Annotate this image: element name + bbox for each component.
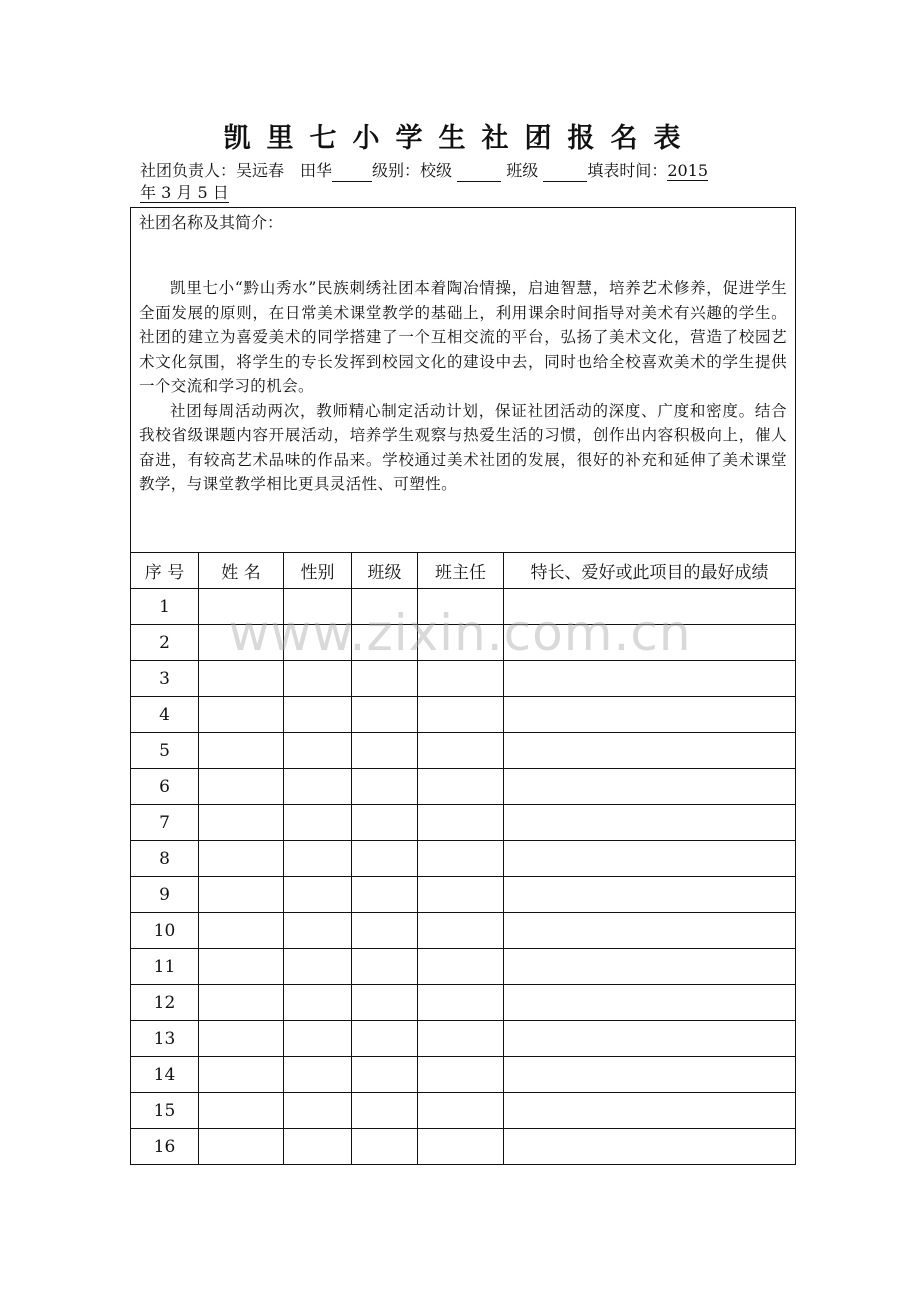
gender-cell[interactable]	[284, 949, 352, 985]
intro-paragraph-2: 社团每周活动两次，教师精心制定活动计划，保证社团活动的深度、广度和密度。结合我校省级课题内容开展活动，培养学生观察与热爱生活的习惯，创作出内容积极向上，催人奋进，有较高艺术品味的作品来。学校通过美术社团的发展，很好的补充和延伸了美术课堂教学，与课堂教学相比更具灵活性、可塑性。	[139, 401, 788, 493]
specialty-cell[interactable]	[504, 1129, 796, 1165]
specialty-cell[interactable]	[504, 625, 796, 661]
class-label: 班级	[506, 161, 539, 180]
specialty-cell[interactable]	[504, 1057, 796, 1093]
specialty-cell[interactable]	[504, 913, 796, 949]
specialty-cell[interactable]	[504, 661, 796, 697]
form-meta	[140, 160, 795, 204]
table-row	[131, 625, 796, 661]
gender-cell[interactable]	[284, 1129, 352, 1165]
teacher-cell[interactable]	[418, 697, 504, 733]
table-header-row	[131, 553, 796, 589]
date-rest: 年 3 月 5 日	[140, 183, 229, 202]
row-number: 6	[131, 769, 199, 805]
table-row	[131, 913, 796, 949]
watermark: www.zixin.com.cn	[228, 604, 692, 662]
name-cell[interactable]	[199, 913, 284, 949]
gender-cell[interactable]	[284, 877, 352, 913]
specialty-cell[interactable]	[504, 1021, 796, 1057]
row-number: 10	[131, 913, 199, 949]
teacher-cell[interactable]	[418, 841, 504, 877]
teacher-cell[interactable]	[418, 877, 504, 913]
class-cell[interactable]	[352, 625, 418, 661]
gender-cell[interactable]	[284, 625, 352, 661]
teacher-cell[interactable]	[418, 949, 504, 985]
gender-cell[interactable]	[284, 805, 352, 841]
gender-cell[interactable]	[284, 1021, 352, 1057]
class-cell[interactable]	[352, 733, 418, 769]
level-blank[interactable]	[457, 164, 501, 182]
row-number: 16	[131, 1129, 199, 1165]
name-cell[interactable]	[199, 985, 284, 1021]
gender-cell[interactable]	[284, 1093, 352, 1129]
teacher-cell[interactable]	[418, 1057, 504, 1093]
table-row	[131, 1021, 796, 1057]
specialty-cell[interactable]	[504, 985, 796, 1021]
name-cell[interactable]	[199, 1021, 284, 1057]
gender-cell[interactable]	[284, 697, 352, 733]
intro-paragraph-1: 凯里七小“黔山秀水”民族刺绣社团本着陶冶情操，启迪智慧，培养艺术修养，促进学生全面发展的原则，在日常美术课堂教学的基础上，利用课余时间指导对美术有兴趣的学生。社团的建立为喜爱美术的同学搭建了一个互相交流的平台，弘扬了美术文化，营造了校园艺术文化氛围，将学生的专长发挥到校园文化的建设中去，同时也给全校喜欢美术的学生提供一个交流和学习的机会。	[139, 279, 788, 395]
table-row	[131, 985, 796, 1021]
teacher-cell[interactable]	[418, 661, 504, 697]
specialty-cell[interactable]	[504, 877, 796, 913]
class-cell[interactable]	[352, 985, 418, 1021]
row-number: 8	[131, 841, 199, 877]
table-row	[131, 697, 796, 733]
level-value: 校级	[420, 161, 453, 180]
name-cell[interactable]	[199, 1057, 284, 1093]
specialty-cell[interactable]	[504, 949, 796, 985]
col-header-number: 序 号	[131, 553, 199, 589]
col-header-specialty: 特长、爱好或此项目的最好成绩	[504, 553, 796, 589]
teacher-cell[interactable]	[418, 1021, 504, 1057]
table-row	[131, 1093, 796, 1129]
gender-cell[interactable]	[284, 769, 352, 805]
gender-cell[interactable]	[284, 1057, 352, 1093]
col-header-gender: 性别	[284, 553, 352, 589]
name-cell[interactable]	[199, 733, 284, 769]
name-cell[interactable]	[199, 589, 284, 625]
teacher-cell[interactable]	[418, 733, 504, 769]
class-blank[interactable]	[543, 164, 587, 182]
name-cell[interactable]	[199, 805, 284, 841]
signup-table	[130, 207, 796, 1165]
teacher-cell[interactable]	[418, 1093, 504, 1129]
teacher-cell[interactable]	[418, 769, 504, 805]
intro-label: 社团名称及其简介：	[139, 213, 284, 232]
row-number: 7	[131, 805, 199, 841]
col-header-teacher: 班主任	[418, 553, 504, 589]
teacher-cell[interactable]	[418, 913, 504, 949]
row-number: 2	[131, 625, 199, 661]
specialty-cell[interactable]	[504, 733, 796, 769]
table-row	[131, 733, 796, 769]
teacher-cell[interactable]	[418, 1129, 504, 1165]
class-cell[interactable]	[352, 877, 418, 913]
gender-cell[interactable]	[284, 661, 352, 697]
class-cell[interactable]	[352, 1057, 418, 1093]
leader-names: 吴远春 田华	[236, 161, 333, 180]
table-row	[131, 949, 796, 985]
leader-blank[interactable]	[332, 164, 372, 182]
gender-cell[interactable]	[284, 733, 352, 769]
row-number: 4	[131, 697, 199, 733]
date-label: 填表时间：	[587, 161, 668, 180]
table-row	[131, 805, 796, 841]
class-cell[interactable]	[352, 697, 418, 733]
table-row	[131, 1057, 796, 1093]
gender-cell[interactable]	[284, 985, 352, 1021]
name-cell[interactable]	[199, 841, 284, 877]
row-number: 3	[131, 661, 199, 697]
row-number: 5	[131, 733, 199, 769]
class-cell[interactable]	[352, 589, 418, 625]
class-cell[interactable]	[352, 1093, 418, 1129]
page-title: 凯里七小学生社团报名表	[223, 123, 697, 154]
specialty-cell[interactable]	[504, 589, 796, 625]
level-label: 级别：	[372, 161, 421, 180]
class-cell[interactable]	[352, 1129, 418, 1165]
name-cell[interactable]	[199, 769, 284, 805]
gender-cell[interactable]	[284, 913, 352, 949]
intro-cell	[131, 208, 796, 553]
class-cell[interactable]	[352, 913, 418, 949]
specialty-cell[interactable]	[504, 805, 796, 841]
col-header-class: 班级	[352, 553, 418, 589]
name-cell[interactable]	[199, 625, 284, 661]
name-cell[interactable]	[199, 661, 284, 697]
teacher-cell[interactable]	[418, 625, 504, 661]
class-cell[interactable]	[352, 769, 418, 805]
class-cell[interactable]	[352, 949, 418, 985]
row-number: 12	[131, 985, 199, 1021]
name-cell[interactable]	[199, 1093, 284, 1129]
name-cell[interactable]	[199, 1129, 284, 1165]
row-number: 15	[131, 1093, 199, 1129]
table-row	[131, 877, 796, 913]
gender-cell[interactable]	[284, 841, 352, 877]
col-header-name: 姓 名	[199, 553, 284, 589]
row-number: 11	[131, 949, 199, 985]
leader-label: 社团负责人：	[140, 161, 237, 180]
row-number: 9	[131, 877, 199, 913]
class-cell[interactable]	[352, 1021, 418, 1057]
teacher-cell[interactable]	[418, 589, 504, 625]
class-cell[interactable]	[352, 805, 418, 841]
name-cell[interactable]	[199, 877, 284, 913]
name-cell[interactable]	[199, 697, 284, 733]
teacher-cell[interactable]	[418, 805, 504, 841]
row-number: 13	[131, 1021, 199, 1057]
specialty-cell[interactable]	[504, 841, 796, 877]
gender-cell[interactable]	[284, 589, 352, 625]
row-number: 14	[131, 1057, 199, 1093]
specialty-cell[interactable]	[504, 1093, 796, 1129]
date-year: 2015	[667, 161, 709, 180]
row-number: 1	[131, 589, 199, 625]
table-row	[131, 841, 796, 877]
specialty-cell[interactable]	[504, 769, 796, 805]
class-cell[interactable]	[352, 661, 418, 697]
name-cell[interactable]	[199, 949, 284, 985]
table-row	[131, 1129, 796, 1165]
table-row	[131, 769, 796, 805]
table-row	[131, 661, 796, 697]
specialty-cell[interactable]	[504, 697, 796, 733]
class-cell[interactable]	[352, 841, 418, 877]
table-row	[131, 589, 796, 625]
teacher-cell[interactable]	[418, 985, 504, 1021]
